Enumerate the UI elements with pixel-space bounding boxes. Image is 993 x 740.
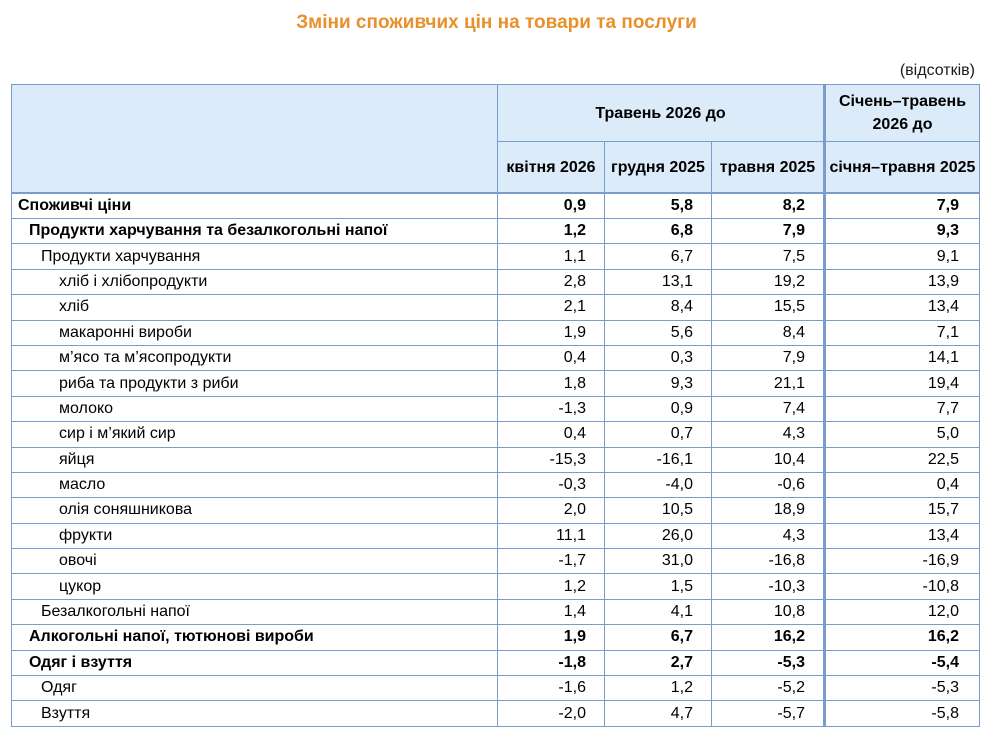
- value-dec-2025: 1,5: [605, 574, 712, 599]
- table-row: [12, 422, 980, 447]
- header-col-apr-2026: квітня 2026: [498, 142, 605, 194]
- value-dec-2025: -4,0: [605, 472, 712, 497]
- value-apr-2026: 2,0: [498, 498, 605, 523]
- row-label: Безалкогольні напої: [12, 599, 498, 624]
- value-jan-may-2025: 9,1: [825, 244, 980, 269]
- value-may-2025: 10,4: [712, 447, 825, 472]
- table-row: [12, 396, 980, 421]
- row-label: фрукти: [12, 523, 498, 548]
- value-may-2025: -5,2: [712, 676, 825, 701]
- header-col-dec-2025: грудня 2025: [605, 142, 712, 194]
- value-jan-may-2025: 12,0: [825, 599, 980, 624]
- value-may-2025: 8,2: [712, 193, 825, 219]
- value-dec-2025: 5,6: [605, 320, 712, 345]
- value-may-2025: 19,2: [712, 269, 825, 294]
- value-dec-2025: 0,3: [605, 345, 712, 370]
- value-jan-may-2025: -5,8: [825, 701, 980, 726]
- value-jan-may-2025: 19,4: [825, 371, 980, 396]
- row-label: м’ясо та м’ясопродукти: [12, 345, 498, 370]
- value-dec-2025: 0,7: [605, 422, 712, 447]
- row-label: яйця: [12, 447, 498, 472]
- table-row: [12, 650, 980, 675]
- row-label: Взуття: [12, 701, 498, 726]
- value-dec-2025: 0,9: [605, 396, 712, 421]
- value-dec-2025: -16,1: [605, 447, 712, 472]
- value-apr-2026: 0,4: [498, 422, 605, 447]
- value-may-2025: -5,3: [712, 650, 825, 675]
- table-row: [12, 574, 980, 599]
- table-body: [12, 193, 980, 726]
- value-apr-2026: 0,4: [498, 345, 605, 370]
- value-apr-2026: 1,9: [498, 625, 605, 650]
- value-may-2025: 7,4: [712, 396, 825, 421]
- row-label: цукор: [12, 574, 498, 599]
- header-blank-cell: [12, 85, 498, 194]
- value-jan-may-2025: 7,1: [825, 320, 980, 345]
- table-row: [12, 219, 980, 244]
- value-dec-2025: 9,3: [605, 371, 712, 396]
- value-jan-may-2025: 0,4: [825, 472, 980, 497]
- table-row: [12, 371, 980, 396]
- value-jan-may-2025: 5,0: [825, 422, 980, 447]
- value-apr-2026: -1,6: [498, 676, 605, 701]
- value-dec-2025: 6,7: [605, 244, 712, 269]
- value-jan-may-2025: 7,7: [825, 396, 980, 421]
- table-row: [12, 498, 980, 523]
- value-may-2025: 4,3: [712, 523, 825, 548]
- value-apr-2026: 1,2: [498, 574, 605, 599]
- value-may-2025: 15,5: [712, 295, 825, 320]
- value-apr-2026: 11,1: [498, 523, 605, 548]
- value-dec-2025: 2,7: [605, 650, 712, 675]
- value-may-2025: 10,8: [712, 599, 825, 624]
- value-jan-may-2025: 13,9: [825, 269, 980, 294]
- row-label: риба та продукти з риби: [12, 371, 498, 396]
- value-jan-may-2025: 7,9: [825, 193, 980, 219]
- value-apr-2026: -1,3: [498, 396, 605, 421]
- value-jan-may-2025: 13,4: [825, 295, 980, 320]
- row-label: Продукти харчування та безалкогольні напої: [12, 219, 498, 244]
- row-label: молоко: [12, 396, 498, 421]
- value-dec-2025: 5,8: [605, 193, 712, 219]
- value-jan-may-2025: -10,8: [825, 574, 980, 599]
- value-apr-2026: 0,9: [498, 193, 605, 219]
- value-may-2025: 8,4: [712, 320, 825, 345]
- value-dec-2025: 6,7: [605, 625, 712, 650]
- value-apr-2026: 1,9: [498, 320, 605, 345]
- table-row: [12, 447, 980, 472]
- table-row: [12, 472, 980, 497]
- value-jan-may-2025: 16,2: [825, 625, 980, 650]
- value-may-2025: -16,8: [712, 549, 825, 574]
- value-apr-2026: 1,4: [498, 599, 605, 624]
- value-may-2025: 7,9: [712, 345, 825, 370]
- row-label: олія соняшникова: [12, 498, 498, 523]
- row-label: масло: [12, 472, 498, 497]
- value-dec-2025: 8,4: [605, 295, 712, 320]
- value-jan-may-2025: 15,7: [825, 498, 980, 523]
- value-may-2025: -0,6: [712, 472, 825, 497]
- value-jan-may-2025: 22,5: [825, 447, 980, 472]
- value-dec-2025: 13,1: [605, 269, 712, 294]
- value-jan-may-2025: 9,3: [825, 219, 980, 244]
- value-apr-2026: -15,3: [498, 447, 605, 472]
- value-may-2025: 16,2: [712, 625, 825, 650]
- header-col-may-2025: травня 2025: [712, 142, 825, 194]
- table-row: [12, 295, 980, 320]
- row-label: макаронні вироби: [12, 320, 498, 345]
- value-may-2025: 21,1: [712, 371, 825, 396]
- table-row: [12, 244, 980, 269]
- row-label: сир і м’який сир: [12, 422, 498, 447]
- row-label: хліб: [12, 295, 498, 320]
- header-col-jan-may-2025: січня–травня 2025: [825, 142, 980, 194]
- row-label: хліб і хлібопродукти: [12, 269, 498, 294]
- value-apr-2026: -0,3: [498, 472, 605, 497]
- value-apr-2026: -1,8: [498, 650, 605, 675]
- value-apr-2026: 2,8: [498, 269, 605, 294]
- table-row: [12, 701, 980, 726]
- cpi-table: [11, 84, 980, 727]
- table-row: [12, 320, 980, 345]
- value-apr-2026: 1,2: [498, 219, 605, 244]
- table-row: [12, 193, 980, 219]
- value-apr-2026: -1,7: [498, 549, 605, 574]
- table-row: [12, 523, 980, 548]
- table-row: [12, 345, 980, 370]
- row-label: Одяг і взуття: [12, 650, 498, 675]
- value-dec-2025: 6,8: [605, 219, 712, 244]
- value-dec-2025: 31,0: [605, 549, 712, 574]
- value-jan-may-2025: 13,4: [825, 523, 980, 548]
- value-apr-2026: 2,1: [498, 295, 605, 320]
- value-jan-may-2025: -16,9: [825, 549, 980, 574]
- value-dec-2025: 4,7: [605, 701, 712, 726]
- table-row: [12, 599, 980, 624]
- page-title: Зміни споживчих цін на товари та послуги: [296, 12, 697, 33]
- row-label: Продукти харчування: [12, 244, 498, 269]
- value-may-2025: -5,7: [712, 701, 825, 726]
- value-dec-2025: 1,2: [605, 676, 712, 701]
- value-may-2025: 7,5: [712, 244, 825, 269]
- value-apr-2026: 1,8: [498, 371, 605, 396]
- table-row: [12, 549, 980, 574]
- value-apr-2026: 1,1: [498, 244, 605, 269]
- value-jan-may-2025: 14,1: [825, 345, 980, 370]
- table-row: [12, 269, 980, 294]
- value-apr-2026: -2,0: [498, 701, 605, 726]
- value-dec-2025: 26,0: [605, 523, 712, 548]
- header-group-jan-may-2026: Січень–травень 2026 до: [825, 85, 980, 142]
- row-label: Алкогольні напої, тютюнові вироби: [12, 625, 498, 650]
- row-label: Одяг: [12, 676, 498, 701]
- row-label: Споживчі ціни: [12, 193, 498, 219]
- value-jan-may-2025: -5,3: [825, 676, 980, 701]
- units-label: (відсотків): [899, 62, 975, 79]
- value-may-2025: -10,3: [712, 574, 825, 599]
- value-may-2025: 4,3: [712, 422, 825, 447]
- value-may-2025: 7,9: [712, 219, 825, 244]
- value-dec-2025: 4,1: [605, 599, 712, 624]
- value-dec-2025: 10,5: [605, 498, 712, 523]
- row-label: овочі: [12, 549, 498, 574]
- table-row: [12, 625, 980, 650]
- header-group-may-2026: Травень 2026 до: [498, 85, 825, 142]
- value-may-2025: 18,9: [712, 498, 825, 523]
- value-jan-may-2025: -5,4: [825, 650, 980, 675]
- table-row: [12, 676, 980, 701]
